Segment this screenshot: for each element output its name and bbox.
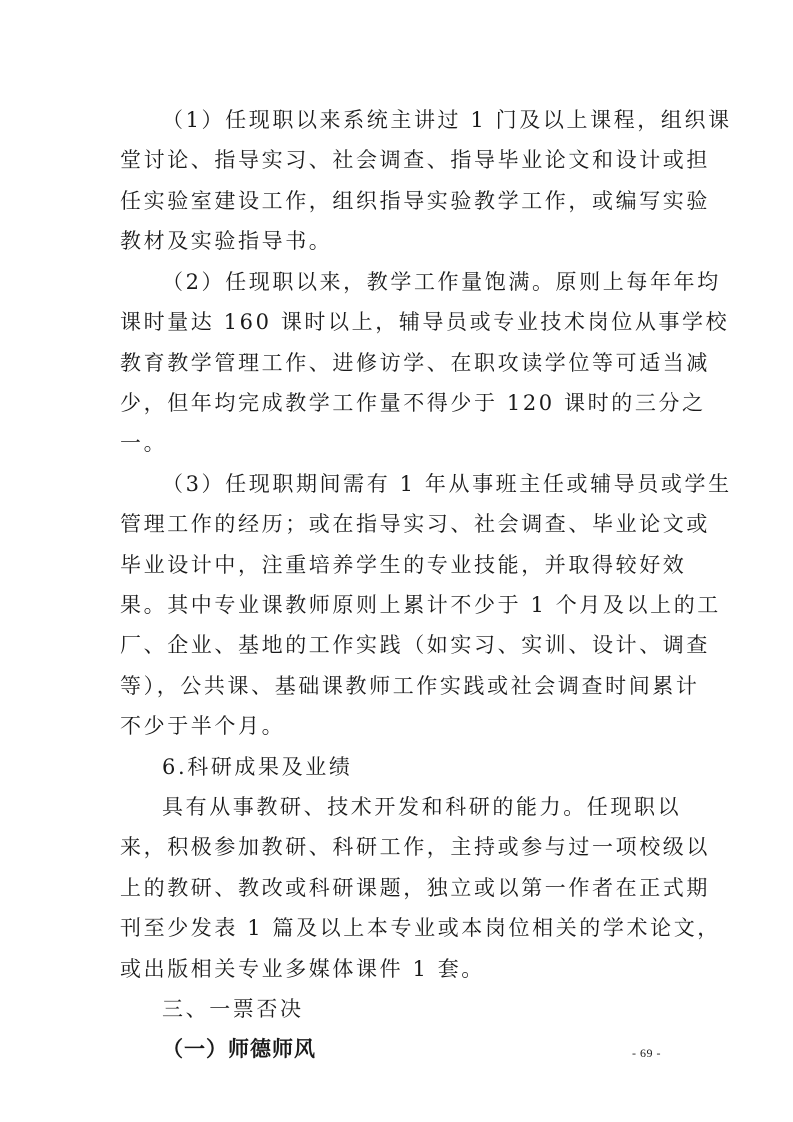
paragraph-4-line-4: 刊至少发表 1 篇及以上本专业或本岗位相关的学术论文， [120, 916, 721, 940]
paragraph-1-line-1: （1）任现职以来系统主讲过 1 门及以上课程，组织课 [162, 108, 732, 132]
paragraph-1-line-2: 堂讨论、指导实习、社会调查、指导毕业论文和设计或担 [120, 148, 710, 172]
paragraph-3-line-2: 管理工作的经历；或在指导实习、社会调查、毕业论文或 [120, 512, 710, 536]
paragraph-2-line-3: 教育教学管理工作、进修访学、在职攻读学位等可适当减 [120, 351, 710, 375]
paragraph-3-line-4: 果。其中专业课教师原则上累计不少于 1 个月及以上的工 [120, 593, 721, 617]
section-heading-veto: 三、一票否决 [162, 997, 304, 1021]
paragraph-4-line-5: 或出版相关专业多媒体课件 1 套。 [120, 957, 485, 981]
paragraph-4-line-1: 具有从事教研、技术开发和科研的能力。任现职以 [162, 795, 682, 819]
paragraph-3-line-1: （3）任现职期间需有 1 年从事班主任或辅导员或学生 [162, 472, 732, 496]
paragraph-3-line-3: 毕业设计中，注重培养学生的专业技能，并取得较好效 [120, 553, 687, 577]
paragraph-3-line-7: 不少于半个月。 [120, 714, 286, 738]
paragraph-4-line-3: 上的教研、教改或科研课题，独立或以第一作者在正式期 [120, 876, 710, 900]
paragraph-2-line-2: 课时量达 160 课时以上，辅导员或专业技术岗位从事学校 [120, 310, 730, 334]
subsection-heading-ethics: （一）师德师风 [162, 1037, 316, 1061]
paragraph-1-line-3: 任实验室建设工作，组织指导实验教学工作，或编写实验 [120, 189, 710, 213]
paragraph-2-line-5: 一。 [120, 431, 168, 455]
paragraph-2-line-4: 少，但年均完成教学工作量不得少于 120 课时的三分之 [120, 391, 706, 415]
section-heading-research: 6.科研成果及业绩 [162, 755, 353, 779]
page-number: - 69 - [632, 1046, 661, 1060]
paragraph-2-line-1: （2）任现职以来，教学工作量饱满。原则上每年年均 [162, 270, 721, 294]
paragraph-3-line-5: 厂、企业、基地的工作实践（如实习、实训、设计、调查 [120, 633, 710, 657]
paragraph-3-line-6: 等），公共课、基础课教师工作实践或社会调查时间累计 [120, 674, 700, 698]
paragraph-1-line-4: 教材及实验指导书。 [120, 229, 333, 253]
paragraph-4-line-2: 来，积极参加教研、科研工作，主持或参与过一项校级以 [120, 835, 710, 859]
